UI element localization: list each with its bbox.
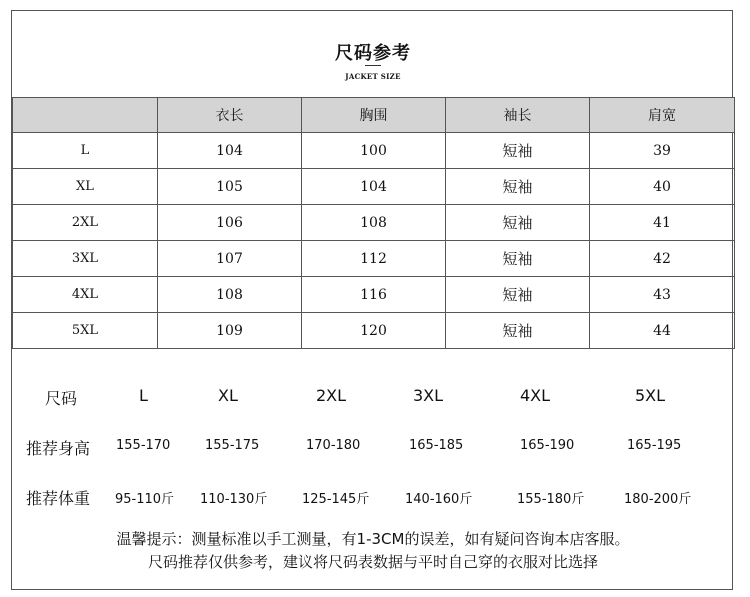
guide-size-value: 4XL xyxy=(520,386,551,405)
table-row xyxy=(13,205,735,241)
header-cell-size xyxy=(13,98,158,133)
length-cell: 105 xyxy=(158,169,302,205)
header-cell-length: 衣长 xyxy=(158,98,302,133)
guide-height-row xyxy=(12,438,734,462)
table-row xyxy=(13,169,735,205)
guide-size-value: 5XL xyxy=(635,386,666,405)
table-row xyxy=(13,241,735,277)
guide-weight-value: 140-160斤 xyxy=(405,492,473,507)
length-cell: 108 xyxy=(158,277,302,313)
guide-weight-value: 180-200斤 xyxy=(624,492,692,507)
shoulder-cell: 44 xyxy=(590,313,735,349)
header-cell-chest: 胸围 xyxy=(302,98,446,133)
guide-weight-row xyxy=(12,488,734,512)
chest-cell: 104 xyxy=(302,169,446,205)
size-cell: 4XL xyxy=(13,277,158,313)
table-row xyxy=(13,313,735,349)
size-chart-sheet xyxy=(11,10,733,590)
sleeve-cell: 短袖 xyxy=(446,169,590,205)
size-cell: 3XL xyxy=(13,241,158,277)
guide-size-value: 2XL xyxy=(316,386,347,405)
guide-size-value: 3XL xyxy=(413,386,444,405)
guide-height-value: 155-170 xyxy=(116,438,171,453)
chest-cell: 108 xyxy=(302,205,446,241)
chest-cell: 100 xyxy=(302,133,446,169)
sleeve-cell: 短袖 xyxy=(446,241,590,277)
chest-cell: 120 xyxy=(302,313,446,349)
sleeve-cell: 短袖 xyxy=(446,313,590,349)
shoulder-cell: 43 xyxy=(590,277,735,313)
guide-height-label: 推荐身高 xyxy=(26,439,91,458)
size-cell: XL xyxy=(13,169,158,205)
guide-height-value: 155-175 xyxy=(205,438,260,453)
chart-subtitle: JACKET SIZE xyxy=(345,72,401,81)
guide-weight-value: 95-110斤 xyxy=(115,492,175,507)
length-cell: 107 xyxy=(158,241,302,277)
guide-weight-label: 推荐体重 xyxy=(26,489,91,508)
sleeve-cell: 短袖 xyxy=(446,133,590,169)
length-cell: 109 xyxy=(158,313,302,349)
size-cell: L xyxy=(13,133,158,169)
size-cell: 2XL xyxy=(13,205,158,241)
table-row xyxy=(13,133,735,169)
measurement-note: 温馨提示：测量标准以手工测量，有1-3CM的误差，如有疑问咨询本店客服。 xyxy=(116,530,630,548)
shoulder-cell: 40 xyxy=(590,169,735,205)
shoulder-cell: 39 xyxy=(590,133,735,169)
guide-height-value: 170-180 xyxy=(306,438,361,453)
length-cell: 104 xyxy=(158,133,302,169)
guide-height-value: 165-185 xyxy=(409,438,464,453)
table-row xyxy=(13,277,735,313)
sleeve-cell: 短袖 xyxy=(446,205,590,241)
chest-cell: 112 xyxy=(302,241,446,277)
guide-size-row xyxy=(12,386,734,410)
shoulder-cell: 41 xyxy=(590,205,735,241)
size-cell: 5XL xyxy=(13,313,158,349)
guide-weight-value: 155-180斤 xyxy=(517,492,585,507)
guide-size-label: 尺码 xyxy=(45,389,78,408)
chart-title: 尺码参考 xyxy=(335,43,411,64)
header-cell-shoulder: 肩宽 xyxy=(590,98,735,133)
length-cell: 106 xyxy=(158,205,302,241)
chest-cell: 116 xyxy=(302,277,446,313)
guide-height-value: 165-190 xyxy=(520,438,575,453)
shoulder-cell: 42 xyxy=(590,241,735,277)
guide-height-value: 165-195 xyxy=(627,438,682,453)
size-table xyxy=(12,97,735,349)
guide-weight-value: 110-130斤 xyxy=(200,492,268,507)
sleeve-cell: 短袖 xyxy=(446,277,590,313)
title-divider xyxy=(365,65,381,66)
guide-size-value: L xyxy=(139,386,148,405)
table-header-row xyxy=(13,98,735,133)
guide-size-value: XL xyxy=(218,386,238,405)
recommendation-note: 尺码推荐仅供参考，建议将尺码表数据与平时自己穿的衣服对比选择 xyxy=(147,553,598,571)
header-cell-sleeve: 袖长 xyxy=(446,98,590,133)
guide-weight-value: 125-145斤 xyxy=(302,492,370,507)
